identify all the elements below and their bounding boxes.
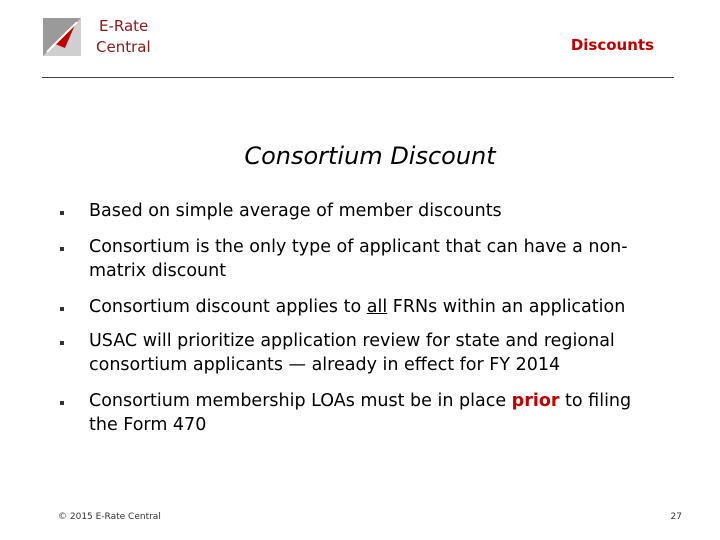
bullet-text-before: Consortium membership LOAs must be in place [89,391,512,411]
bullet-text: Based on simple average of member discounts [89,201,502,221]
page-number: 27 [670,512,682,522]
bullet-marker-icon [60,307,64,311]
bullet-item [58,235,658,283]
bullet-text: USAC will prioritize application review for state and regional consortium applicants — already in effect for FY 2014 [89,331,615,375]
bullet-item [58,295,658,319]
e-rate-central-logo-icon [43,18,81,56]
bullet-marker-icon [60,247,64,251]
footer-copyright: © 2015 E-Rate Central [58,512,161,522]
slide-title: Consortium Discount [244,142,496,170]
bullet-text-emphasis: prior [511,391,560,411]
section-title: Discounts [570,36,654,54]
bullet-marker-icon [60,211,64,215]
bullet-text-underlined: all [366,297,388,317]
bullet-item [58,199,658,223]
bullet-item [58,329,658,377]
logo-text [96,16,151,58]
bullet-text-after: to filing the Form 470 [89,391,632,435]
bullet-marker-icon [60,401,64,405]
logo-line-1: E-Rate [99,17,149,35]
bullet-item [58,389,658,437]
logo-line-2: Central [96,38,151,56]
bullet-marker-icon [60,341,64,345]
bullet-text-before: Consortium discount applies to [89,297,367,317]
header-divider [42,77,674,78]
bullet-text: Consortium is the only type of applicant that can have a non-matrix discount [89,237,628,281]
bullet-list [58,199,658,437]
bullet-text-after: FRNs within an application [387,297,626,317]
